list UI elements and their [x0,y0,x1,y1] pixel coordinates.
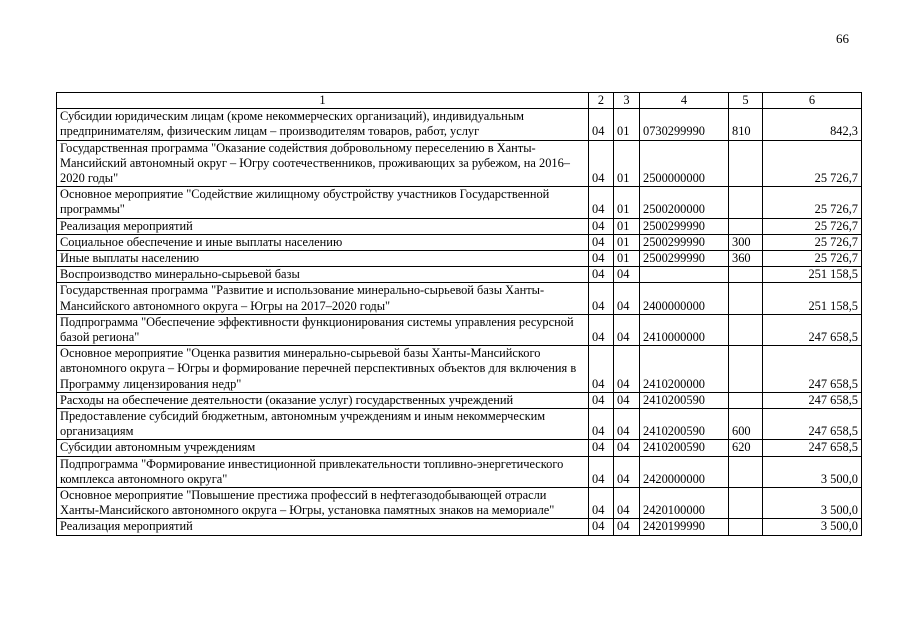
row-name-cell: Реализация мероприятий [57,519,589,535]
row-name-cell: Подпрограмма "Обеспечение эффективности функционирования системы управления ресурсной базой региона" [57,314,589,345]
row-name-cell: Реализация мероприятий [57,218,589,234]
row-target-code-cell: 2420100000 [640,488,729,519]
table-row [57,392,862,408]
row-target-code-cell: 2410200590 [640,440,729,456]
column-header-name: 1 [57,93,589,109]
table-row [57,409,862,440]
row-amount-cell: 3 500,0 [763,519,862,535]
row-amount-cell: 247 658,5 [763,346,862,393]
row-amount-cell: 251 158,5 [763,267,862,283]
row-section-cell: 04 [589,140,614,187]
row-section-cell: 04 [589,488,614,519]
row-section-cell: 04 [589,234,614,250]
row-subsection-cell: 04 [614,440,640,456]
row-target-code-cell: 2400000000 [640,283,729,314]
table-row [57,314,862,345]
table-row [57,346,862,393]
row-expense-type-cell [729,314,763,345]
row-target-code-cell: 2410200590 [640,409,729,440]
table-row [57,456,862,487]
row-amount-cell: 25 726,7 [763,251,862,267]
row-expense-type-cell: 600 [729,409,763,440]
row-expense-type-cell [729,519,763,535]
row-amount-cell: 247 658,5 [763,314,862,345]
row-subsection-cell: 01 [614,140,640,187]
table-row [57,267,862,283]
table-row [57,140,862,187]
row-expense-type-cell: 300 [729,234,763,250]
table-row [57,109,862,140]
column-header-subsection: 3 [614,93,640,109]
row-section-cell: 04 [589,456,614,487]
row-subsection-cell: 04 [614,409,640,440]
row-amount-cell: 247 658,5 [763,409,862,440]
row-target-code-cell: 2420199990 [640,519,729,535]
column-header-target-code: 4 [640,93,729,109]
row-name-cell: Субсидии автономным учреждениям [57,440,589,456]
row-section-cell: 04 [589,283,614,314]
row-subsection-cell: 04 [614,267,640,283]
row-subsection-cell: 01 [614,187,640,218]
row-subsection-cell: 04 [614,488,640,519]
row-subsection-cell: 01 [614,251,640,267]
row-target-code-cell: 2500299990 [640,234,729,250]
column-header-section: 2 [589,93,614,109]
row-amount-cell: 25 726,7 [763,187,862,218]
row-name-cell: Государственная программа "Развитие и использование минерально-сырьевой базы Ханты-Мансийского автономного округа – Югры на 2017–2020 годы" [57,283,589,314]
row-expense-type-cell: 620 [729,440,763,456]
row-name-cell: Субсидии юридическим лицам (кроме некоммерческих организаций), индивидуальным предпринимателям, физическим лицам – производителям товаров, работ, услуг [57,109,589,140]
row-target-code-cell [640,267,729,283]
row-target-code-cell: 2420000000 [640,456,729,487]
row-subsection-cell: 01 [614,234,640,250]
row-section-cell: 04 [589,187,614,218]
row-expense-type-cell [729,283,763,314]
row-name-cell: Государственная программа "Оказание содействия добровольному переселению в Ханты-Мансийский автономный округ – Югру соотечественников, проживающих за рубежом, на 2016–2020 годы" [57,140,589,187]
row-subsection-cell: 04 [614,346,640,393]
row-section-cell: 04 [589,218,614,234]
row-amount-cell: 3 500,0 [763,488,862,519]
row-expense-type-cell [729,392,763,408]
table-row [57,440,862,456]
row-amount-cell: 247 658,5 [763,440,862,456]
row-section-cell: 04 [589,109,614,140]
row-expense-type-cell: 360 [729,251,763,267]
row-amount-cell: 25 726,7 [763,140,862,187]
row-subsection-cell: 04 [614,519,640,535]
row-section-cell: 04 [589,519,614,535]
row-section-cell: 04 [589,314,614,345]
row-name-cell: Основное мероприятие "Содействие жилищному обустройству участников Государственной программы" [57,187,589,218]
row-name-cell: Воспроизводство минерально-сырьевой базы [57,267,589,283]
row-section-cell: 04 [589,409,614,440]
row-section-cell: 04 [589,392,614,408]
row-name-cell: Основное мероприятие "Оценка развития минерально-сырьевой базы Ханты-Мансийского автономного округа – Югры и формирование перечней перспективных объектов для включения в Программу лицензирования недр" [57,346,589,393]
table-row [57,234,862,250]
row-amount-cell: 25 726,7 [763,218,862,234]
row-name-cell: Иные выплаты населению [57,251,589,267]
row-amount-cell: 247 658,5 [763,392,862,408]
row-subsection-cell: 04 [614,314,640,345]
row-name-cell: Социальное обеспечение и иные выплаты населению [57,234,589,250]
row-name-cell: Основное мероприятие "Повышение престижа профессий в нефтегазодобывающей отрасли Ханты-Мансийского автономного округа – Югры, установка памятных знаков на мемориале" [57,488,589,519]
page-number: 66 [836,31,849,46]
row-expense-type-cell [729,267,763,283]
row-section-cell: 04 [589,440,614,456]
row-expense-type-cell: 810 [729,109,763,140]
row-expense-type-cell [729,488,763,519]
row-subsection-cell: 04 [614,283,640,314]
row-amount-cell: 842,3 [763,109,862,140]
row-target-code-cell: 2500299990 [640,251,729,267]
row-name-cell: Расходы на обеспечение деятельности (оказание услуг) государственных учреждений [57,392,589,408]
row-target-code-cell: 2410200590 [640,392,729,408]
row-subsection-cell: 04 [614,392,640,408]
table-row [57,251,862,267]
row-section-cell: 04 [589,267,614,283]
row-subsection-cell: 01 [614,109,640,140]
column-header-amount: 6 [763,93,862,109]
row-expense-type-cell [729,218,763,234]
row-amount-cell: 25 726,7 [763,234,862,250]
table-row [57,187,862,218]
row-name-cell: Предоставление субсидий бюджетным, автономным учреждениям и иным некоммерческим организациям [57,409,589,440]
row-target-code-cell: 0730299990 [640,109,729,140]
table-row [57,218,862,234]
row-target-code-cell: 2500000000 [640,140,729,187]
table-row [57,519,862,535]
row-amount-cell: 251 158,5 [763,283,862,314]
row-name-cell: Подпрограмма "Формирование инвестиционной привлекательности топливно-энергетического комплекса автономного округа" [57,456,589,487]
row-section-cell: 04 [589,346,614,393]
column-header-expense-type: 5 [729,93,763,109]
row-subsection-cell: 04 [614,456,640,487]
row-expense-type-cell [729,346,763,393]
row-expense-type-cell [729,456,763,487]
row-target-code-cell: 2500299990 [640,218,729,234]
row-target-code-cell: 2410200000 [640,346,729,393]
row-target-code-cell: 2500200000 [640,187,729,218]
row-amount-cell: 3 500,0 [763,456,862,487]
table-row [57,488,862,519]
row-expense-type-cell [729,140,763,187]
row-target-code-cell: 2410000000 [640,314,729,345]
row-subsection-cell: 01 [614,218,640,234]
table-header-row [57,93,862,109]
row-expense-type-cell [729,187,763,218]
table-row [57,283,862,314]
row-section-cell: 04 [589,251,614,267]
budget-table [56,92,862,536]
